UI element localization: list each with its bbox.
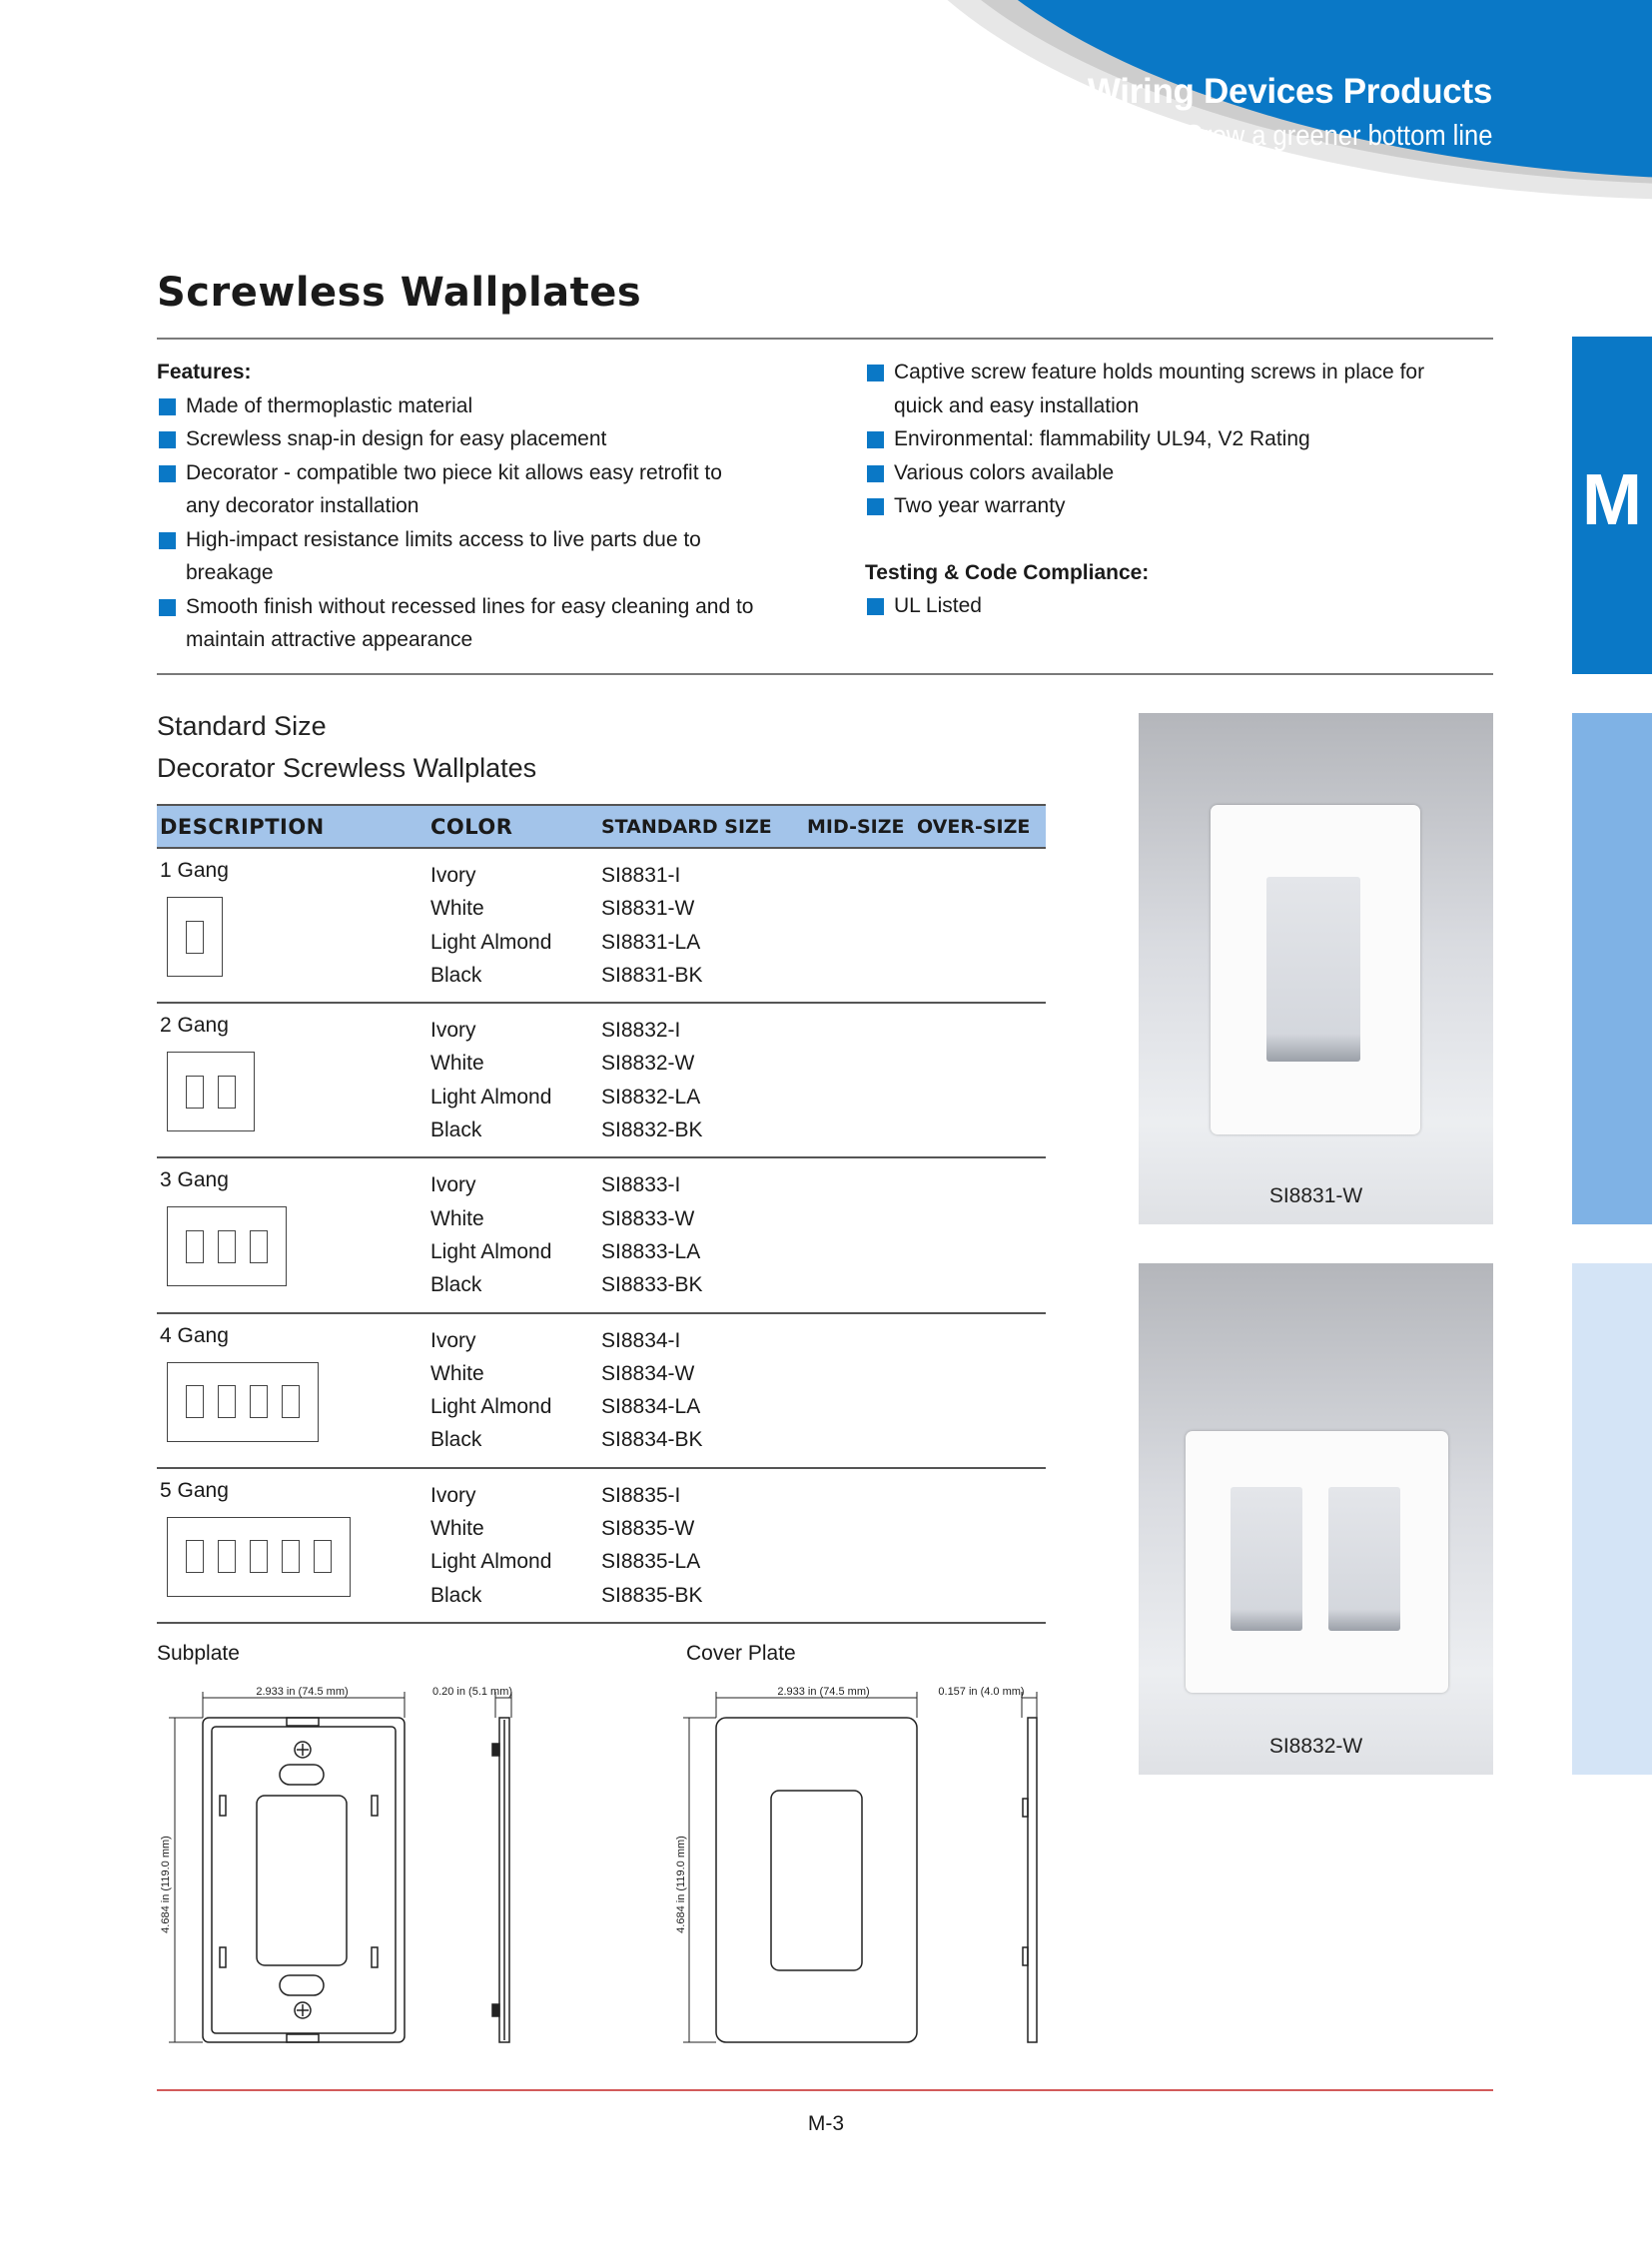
product-photo-1gang bbox=[1139, 713, 1493, 1224]
product-table bbox=[157, 804, 1046, 1624]
feature-text: Environmental: flammability UL94, V2 Rating bbox=[894, 427, 1310, 450]
color-name: Light Almond bbox=[430, 930, 552, 954]
catalog-number: SI8832-W bbox=[601, 1052, 695, 1076]
over-size-cell bbox=[914, 1157, 1046, 1312]
bullet-square-icon bbox=[159, 465, 176, 482]
gang-slot-icon bbox=[218, 1540, 236, 1573]
plate-opening bbox=[1266, 877, 1360, 1062]
gang-name: 1 Gang bbox=[160, 859, 229, 882]
catalog-number: SI8833-LA bbox=[601, 1239, 701, 1263]
over-size-cell bbox=[914, 1468, 1046, 1623]
bullet-square-icon bbox=[867, 598, 884, 615]
bullet-square-icon bbox=[867, 365, 884, 381]
gang-slot-icon bbox=[186, 1230, 204, 1263]
gang-slot-icon bbox=[186, 921, 204, 954]
mid-size-cell bbox=[804, 848, 914, 1003]
color-cell bbox=[427, 848, 598, 1003]
plate-opening bbox=[1231, 1487, 1302, 1631]
table-header-row bbox=[157, 805, 1046, 848]
color-name: Ivory bbox=[430, 1483, 476, 1507]
gang-diagram-icon bbox=[167, 1052, 255, 1131]
feature-text: Smooth finish without recessed lines for easy cleaning and to bbox=[186, 594, 754, 618]
photo-caption: SI8832-W bbox=[1268, 1735, 1363, 1758]
color-name: White bbox=[430, 1517, 484, 1541]
color-name: White bbox=[430, 1206, 484, 1230]
side-tab-letter: M bbox=[1582, 460, 1642, 540]
gang-name: 5 Gang bbox=[160, 1478, 229, 1502]
color-name: White bbox=[430, 897, 484, 921]
color-name: Light Almond bbox=[430, 1395, 552, 1419]
gang-slot-icon bbox=[282, 1540, 300, 1573]
description-cell bbox=[157, 1003, 427, 1157]
standard-size-cell bbox=[598, 1313, 804, 1468]
gang-name: 3 Gang bbox=[160, 1168, 229, 1192]
catalog-number: SI8832-I bbox=[601, 1019, 681, 1043]
header-tagline: Grow a greener bottom line bbox=[1183, 120, 1492, 152]
color-name: Black bbox=[430, 1119, 482, 1142]
table-row bbox=[157, 1313, 1046, 1468]
features-column-2 bbox=[865, 356, 1484, 623]
catalog-number: SI8832-LA bbox=[601, 1085, 701, 1109]
page-number: M-3 bbox=[807, 2112, 845, 2135]
gang-slot-icon bbox=[314, 1540, 332, 1573]
description-cell bbox=[157, 1468, 427, 1623]
catalog-number: SI8835-W bbox=[601, 1517, 695, 1541]
color-name: Light Almond bbox=[430, 1239, 552, 1263]
cover-width-dim: 2.933 in (74.5 mm) bbox=[777, 1686, 870, 1698]
gang-slot-icon bbox=[218, 1230, 236, 1263]
color-name: Black bbox=[430, 1273, 482, 1297]
subplate-label: Subplate bbox=[157, 1642, 240, 1665]
catalog-number: SI8833-BK bbox=[601, 1273, 703, 1297]
header-title: Wiring Devices Products bbox=[1087, 72, 1492, 111]
standard-size-cell bbox=[598, 1468, 804, 1623]
cover-depth-dim: 0.157 in (4.0 mm) bbox=[938, 1686, 1025, 1698]
catalog-number: SI8831-BK bbox=[601, 963, 703, 987]
over-size-cell bbox=[914, 1003, 1046, 1157]
standard-size-cell bbox=[598, 1003, 804, 1157]
color-cell bbox=[427, 1003, 598, 1157]
table-row bbox=[157, 848, 1046, 1003]
color-cell bbox=[427, 1468, 598, 1623]
gang-slot-icon bbox=[218, 1076, 236, 1109]
feature-bullet bbox=[865, 589, 1484, 623]
table-row bbox=[157, 1468, 1046, 1623]
color-name: Light Almond bbox=[430, 1085, 552, 1109]
feature-text: maintain attractive appearance bbox=[186, 628, 473, 651]
color-name: Light Almond bbox=[430, 1550, 552, 1574]
bullet-square-icon bbox=[159, 599, 176, 616]
col-header-mid-size: MID-SIZE bbox=[804, 805, 914, 848]
gang-slot-icon bbox=[218, 1385, 236, 1418]
catalog-number: SI8831-LA bbox=[601, 930, 701, 954]
gang-slot-icon bbox=[186, 1076, 204, 1109]
gang-diagram-icon bbox=[167, 1517, 351, 1597]
cover-height-dim: 4.684 in (119.0 mm) bbox=[675, 1836, 687, 1933]
color-name: Black bbox=[430, 1583, 482, 1607]
feature-text: Captive screw feature holds mounting screws in place for bbox=[894, 361, 1425, 383]
bullet-square-icon bbox=[867, 431, 884, 448]
col-header-color: COLOR bbox=[427, 805, 598, 848]
catalog-number: SI8835-I bbox=[601, 1483, 681, 1507]
catalog-number: SI8834-I bbox=[601, 1328, 681, 1352]
catalog-number: SI8833-I bbox=[601, 1173, 681, 1197]
features-heading: Features: bbox=[157, 361, 252, 383]
feature-text: Decorator - compatible two piece kit allows easy retrofit to bbox=[186, 460, 722, 484]
catalog-number: SI8831-W bbox=[601, 897, 695, 921]
footer-rule bbox=[157, 2089, 1493, 2091]
description-cell bbox=[157, 1313, 427, 1468]
feature-bullet bbox=[157, 590, 826, 657]
technical-drawings bbox=[150, 1678, 1069, 2057]
table-row bbox=[157, 1003, 1046, 1157]
feature-bullet bbox=[157, 422, 826, 456]
feature-bullet bbox=[865, 356, 1484, 422]
section-title-size: Standard Size bbox=[157, 711, 327, 741]
compliance-heading: Testing & Code Compliance: bbox=[865, 560, 1150, 584]
color-name: Ivory bbox=[430, 1328, 476, 1352]
gang-name: 2 Gang bbox=[160, 1014, 229, 1038]
feature-bullet bbox=[157, 389, 826, 423]
color-name: Ivory bbox=[430, 864, 476, 887]
bullet-square-icon bbox=[867, 498, 884, 515]
standard-size-cell bbox=[598, 1157, 804, 1312]
gang-slot-icon bbox=[186, 1385, 204, 1418]
subplate-front-drawing bbox=[169, 1692, 405, 2042]
color-cell bbox=[427, 1157, 598, 1312]
features-column-1 bbox=[157, 356, 826, 657]
feature-text: High-impact resistance limits access to live parts due to bbox=[186, 527, 701, 551]
catalog-number: SI8831-I bbox=[601, 864, 681, 887]
cover-plate-front-drawing bbox=[683, 1692, 917, 2042]
catalog-number: SI8832-BK bbox=[601, 1119, 703, 1142]
gang-slot-icon bbox=[250, 1385, 268, 1418]
subplate-depth-dim: 0.20 in (5.1 mm) bbox=[431, 1686, 513, 1698]
color-name: Black bbox=[430, 963, 482, 987]
side-tab-3[interactable] bbox=[1572, 1263, 1652, 1775]
gang-diagram-icon bbox=[167, 897, 223, 977]
gang-diagram-icon bbox=[167, 1362, 319, 1442]
col-header-standard-size: STANDARD SIZE bbox=[598, 805, 804, 848]
color-name: Black bbox=[430, 1428, 482, 1452]
features-list-2 bbox=[865, 356, 1484, 523]
catalog-number: SI8834-LA bbox=[601, 1395, 701, 1419]
gang-slot-icon bbox=[250, 1230, 268, 1263]
bullet-square-icon bbox=[867, 465, 884, 482]
gang-diagram-icon bbox=[167, 1206, 287, 1286]
bullet-square-icon bbox=[159, 398, 176, 415]
gang-slot-icon bbox=[282, 1385, 300, 1418]
table-row bbox=[157, 1157, 1046, 1312]
mid-size-cell bbox=[804, 1468, 914, 1623]
bullet-square-icon bbox=[159, 532, 176, 549]
color-name: Ivory bbox=[430, 1173, 476, 1197]
subplate-side-drawing bbox=[492, 1692, 511, 2042]
cover-plate-label: Cover Plate bbox=[686, 1642, 796, 1665]
product-photo-2gang bbox=[1139, 1263, 1493, 1775]
color-name: Ivory bbox=[430, 1019, 476, 1043]
color-name: White bbox=[430, 1361, 484, 1385]
gang-name: 4 Gang bbox=[160, 1323, 229, 1347]
mid-size-cell bbox=[804, 1313, 914, 1468]
col-header-description: DESCRIPTION bbox=[157, 805, 427, 848]
color-cell bbox=[427, 1313, 598, 1468]
feature-bullet bbox=[157, 456, 826, 523]
compliance-list bbox=[865, 589, 1484, 623]
feature-text: UL Listed bbox=[894, 594, 982, 617]
divider-features bbox=[157, 673, 1493, 675]
feature-text: Two year warranty bbox=[894, 494, 1066, 517]
feature-bullet bbox=[865, 489, 1484, 523]
gang-slot-icon bbox=[186, 1540, 204, 1573]
gang-slot-icon bbox=[250, 1540, 268, 1573]
feature-text: any decorator installation bbox=[186, 494, 419, 517]
feature-text: quick and easy installation bbox=[894, 393, 1140, 417]
catalog-number: SI8834-BK bbox=[601, 1428, 703, 1452]
side-tab-2[interactable] bbox=[1572, 713, 1652, 1224]
plate-opening bbox=[1328, 1487, 1400, 1631]
catalog-number: SI8835-LA bbox=[601, 1550, 701, 1574]
over-size-cell bbox=[914, 1313, 1046, 1468]
catalog-number: SI8834-W bbox=[601, 1361, 695, 1385]
col-header-over-size: OVER-SIZE bbox=[914, 805, 1046, 848]
description-cell bbox=[157, 1157, 427, 1312]
standard-size-cell bbox=[598, 848, 804, 1003]
catalog-number: SI8833-W bbox=[601, 1206, 695, 1230]
cover-plate-side-drawing bbox=[1022, 1692, 1037, 2042]
feature-bullet bbox=[865, 456, 1484, 490]
mid-size-cell bbox=[804, 1157, 914, 1312]
color-name: White bbox=[430, 1052, 484, 1076]
subplate-width-dim: 2.933 in (74.5 mm) bbox=[256, 1686, 349, 1698]
description-cell bbox=[157, 848, 427, 1003]
photo-caption: SI8831-W bbox=[1268, 1184, 1363, 1207]
divider-top bbox=[157, 338, 1493, 340]
mid-size-cell bbox=[804, 1003, 914, 1157]
feature-bullet bbox=[865, 422, 1484, 456]
feature-text: Screwless snap-in design for easy placement bbox=[186, 427, 607, 450]
features-list-1 bbox=[157, 389, 826, 657]
feature-text: Made of thermoplastic material bbox=[186, 393, 473, 417]
wallplate-image bbox=[1186, 1431, 1448, 1693]
table-body bbox=[157, 848, 1046, 1623]
feature-text: breakage bbox=[186, 561, 274, 584]
catalog-number: SI8835-BK bbox=[601, 1583, 703, 1607]
subplate-height-dim: 4.684 in (119.0 mm) bbox=[160, 1836, 172, 1933]
page-title: Screwless Wallplates bbox=[157, 270, 642, 316]
over-size-cell bbox=[914, 848, 1046, 1003]
bullet-square-icon bbox=[159, 431, 176, 448]
section-title-product: Decorator Screwless Wallplates bbox=[157, 753, 537, 783]
feature-bullet bbox=[157, 523, 826, 590]
feature-text: Various colors available bbox=[894, 460, 1115, 484]
